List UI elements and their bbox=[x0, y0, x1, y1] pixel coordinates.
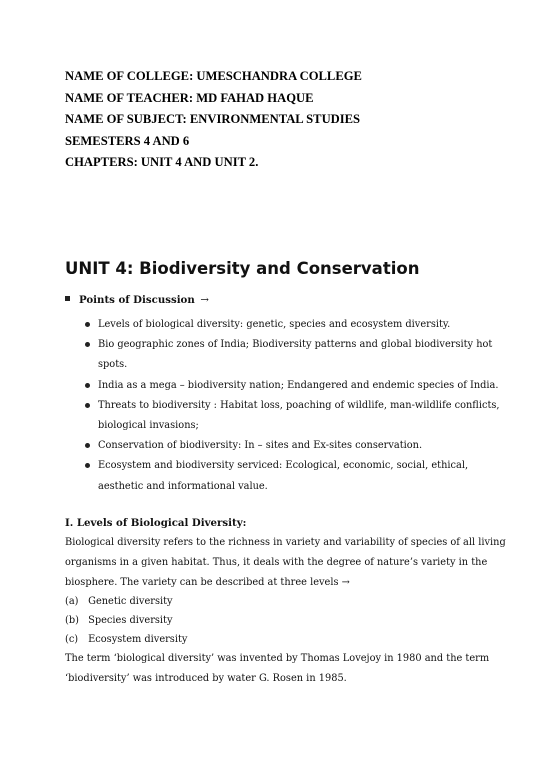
bullet-icon bbox=[85, 443, 90, 448]
list-item: (a) Genetic diversity bbox=[65, 596, 173, 607]
bullet-icon bbox=[85, 463, 90, 468]
points-heading-label: Points of Discussion bbox=[79, 294, 195, 306]
subject-name: NAME OF SUBJECT: ENVIRONMENTAL STUDIES bbox=[65, 112, 361, 127]
unit-title: UNIT 4: Biodiversity and Conservation bbox=[65, 259, 420, 278]
teacher-name: NAME OF TEACHER: MD FAHAD HAQUE bbox=[65, 90, 314, 105]
list-item: India as a mega – biodiversity nation; Endangered and endemic species of India. bbox=[85, 376, 505, 396]
section-levels-of-biological-diversity bbox=[65, 513, 510, 689]
square-bullet-icon bbox=[65, 296, 70, 301]
list-item: (b) Species diversity bbox=[65, 614, 173, 626]
bullet-icon bbox=[85, 383, 90, 388]
points-heading bbox=[65, 294, 209, 306]
list-item: (c) Ecosystem diversity bbox=[65, 633, 188, 645]
bullet-icon bbox=[85, 403, 90, 408]
list-item: Levels of biological diversity: genetic, species and ecosystem diversity. bbox=[85, 315, 505, 335]
list-item: Bio geographic zones of India; Biodiversity patterns and global biodiversity hot spots. bbox=[85, 335, 505, 375]
section-heading: I. Levels of Biological Diversity: bbox=[65, 517, 247, 529]
list-item: Ecosystem and biodiversity serviced: Ecological, economic, social, ethical, aesthetic and informational value. bbox=[85, 456, 505, 496]
points-list bbox=[85, 315, 505, 497]
document-header bbox=[65, 66, 362, 174]
bullet-icon bbox=[85, 342, 90, 347]
bullet-icon bbox=[85, 322, 90, 327]
semesters: SEMESTERS 4 AND 6 bbox=[65, 133, 190, 148]
chapters: CHAPTERS: UNIT 4 AND UNIT 2. bbox=[65, 155, 259, 170]
list-item: Threats to biodiversity : Habitat loss, poaching of wildlife, man-wildlife conflicts, biological invasions; bbox=[85, 396, 505, 436]
list-item: Conservation of biodiversity: In – sites and Ex-sites conservation. bbox=[85, 436, 505, 456]
paragraph: The term ‘biological diversity’ was invented by Thomas Lovejoy in 1980 and the term ‘biodiversity’ was introduced by water G. Rosen in 1985. bbox=[65, 653, 490, 685]
paragraph: Biological diversity refers to the richness in variety and variability of species of all living organisms in a given habitat. Thus, it deals with the degree of nature’s variety in the biosphere. The variety can be described at three levels → bbox=[65, 537, 506, 588]
college-name: NAME OF COLLEGE: UMESCHANDRA COLLEGE bbox=[65, 69, 362, 83]
right-arrow-icon: → bbox=[200, 295, 209, 306]
